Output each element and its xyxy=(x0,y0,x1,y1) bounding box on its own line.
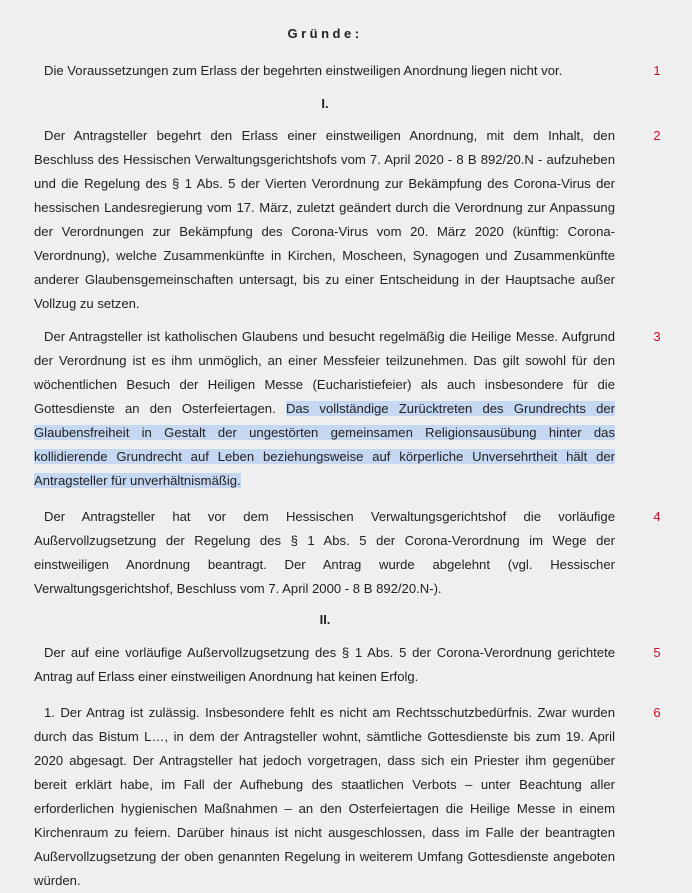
margin-number-1[interactable]: 1 xyxy=(653,63,661,78)
paragraph-3-text: Der Antragsteller ist katholischen Glaubens und besucht regelmäßig die Heilige Messe. Aufgrund der Verordnung ist es ihm unmöglich, an einer Messfeier teilzunehmen. Das gilt sowohl für den wöchentlichen Besuch der Heiligen Messe (Eucharistiefeier) als auch insbesondere für die Gottesdienste an den Osterfeiertagen. xyxy=(34,329,615,416)
section-heading-1: I. xyxy=(321,96,329,111)
paragraph-3 xyxy=(34,325,615,493)
paragraph-6 xyxy=(34,701,615,893)
highlighted-text: Das vollständige Zurücktreten des Grundrechts der Glaubensfreiheit in Gestalt der ungestörten gemeinsamen Religionsausübung hinter das kollidierende Grundrecht auf Leben beziehungsweise auf körperliche Unversehrtheit hält der Antragsteller für unverhältnismäßig. xyxy=(34,401,615,488)
section-heading-2: II. xyxy=(319,612,331,627)
paragraph-6-text: 1. Der Antrag ist zulässig. Insbesondere fehlt es nicht am Rechtsschutzbedürfnis. Zwar wurden durch das Bistum L…, in dem der Antragsteller wohnt, sämtliche Gottesdienste bis zum 19. April 2020 abgesagt. Der Antragsteller hat jedoch vorgetragen, dass sich ein Priester ihm gegenüber bereit erklärt habe, im Fall der Aufhebung des staatlichen Verbots – unter Beachtung aller erforderlichen hygienischen Maßnahmen – an den Osterfeiertagen die Heilige Messe in einem Kirchenraum zu feiern. Darüber hinaus ist nicht ausgeschlossen, dass im Falle der beantragten Außervollzugsetzung der oben genannten Regelung in weiterem Umfang Gottesdienste angeboten würden. xyxy=(34,705,615,888)
paragraph-5-text: Der auf eine vorläufige Außervollzugsetzung des § 1 Abs. 5 der Corona-Verordnung gerichtete Antrag auf Erlass einer einstweiligen Anordnung hat keinen Erfolg. xyxy=(34,645,615,684)
paragraph-2-text: Der Antragsteller begehrt den Erlass einer einstweiligen Anordnung, mit dem Inhalt, den Beschluss des Hessischen Verwaltungsgerichtshofs vom 7. April 2020 - 8 B 892/20.N - aufzuheben und die Regelung des § 1 Abs. 5 der Vierten Verordnung zur Bekämpfung des Corona-Virus der hessischen Landesregierung vom 17. März, zuletzt geändert durch die Verordnung zur Anpassung der Verordnungen zur Bekämpfung des Corona-Virus vom 20. März 2020 (künftig: Corona-Verordnung), welche Zusammenkünfte in Kirchen, Moscheen, Synagogen und Zusammenkünfte anderer Glaubensgemeinschaften untersagt, bis zu einer Entscheidung in der Hauptsache außer Vollzug zu setzen. xyxy=(34,128,615,311)
margin-number-2[interactable]: 2 xyxy=(653,128,661,143)
paragraph-4 xyxy=(34,505,615,601)
paragraph-4-text: Der Antragsteller hat vor dem Hessischen Verwaltungsgerichtshof die vorläufige Außervollzugsetzung der Regelung des § 1 Abs. 5 der Corona-Verordnung im Wege der einstweiligen Anordnung beantragt. Der Antrag wurde abgelehnt (vgl. Hessischer Verwaltungsgerichtshof, Beschluss vom 7. April 2000 - 8 B 892/20.N-). xyxy=(34,509,615,596)
paragraph-1 xyxy=(34,59,615,83)
margin-number-5[interactable]: 5 xyxy=(653,645,661,660)
margin-number-6[interactable]: 6 xyxy=(653,705,661,720)
margin-number-3[interactable]: 3 xyxy=(653,329,661,344)
paragraph-2 xyxy=(34,124,615,316)
margin-number-4[interactable]: 4 xyxy=(653,509,661,524)
document-heading: Gründe: xyxy=(287,26,363,41)
paragraph-5 xyxy=(34,641,615,689)
paragraph-1-text: Die Voraussetzungen zum Erlass der begehrten einstweiligen Anordnung liegen nicht vor. xyxy=(44,63,563,78)
